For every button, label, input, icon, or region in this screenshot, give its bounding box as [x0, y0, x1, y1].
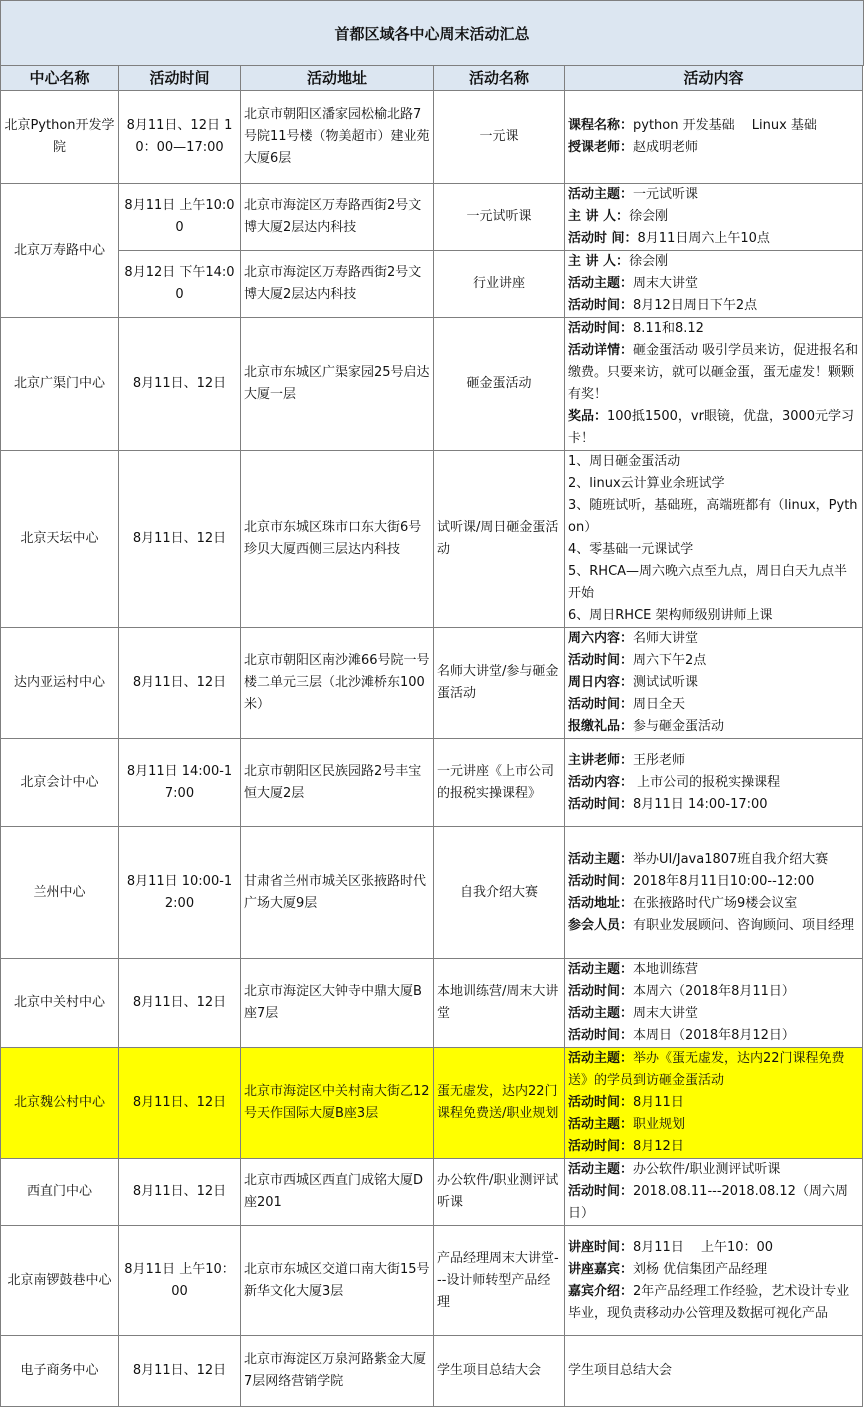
content-label: 讲座时间：: [568, 1239, 634, 1255]
activity-content-cell: [565, 1159, 863, 1226]
content-text: 名师大讲堂: [633, 631, 699, 646]
content-label: 活动主题：: [568, 1006, 634, 1021]
activity-name-cell: 自我介绍大赛: [434, 827, 565, 959]
content-line: [568, 539, 859, 561]
content-line: [568, 295, 859, 317]
content-label: 周六内容：: [568, 631, 634, 646]
center-name-cell: 北京Python开发学院: [1, 91, 119, 184]
content-text: 学生项目总结大会: [568, 1363, 673, 1378]
activity-content-cell: [565, 184, 863, 251]
activity-name-cell: 一元讲座《上市公司的报税实操课程》: [434, 739, 565, 827]
center-name-cell: 电子商务中心: [1, 1336, 119, 1407]
activity-content-cell: [565, 1226, 863, 1336]
activity-content-cell: [565, 827, 863, 959]
content-text: python 开发基础 Linux 基础: [633, 118, 817, 133]
activity-time-cell: 8月11日、12日: [119, 1336, 241, 1407]
table-row: [1, 1048, 863, 1159]
content-label: 活动主题：: [568, 851, 634, 867]
content-text: 有职业发展顾问、咨询顾问、项目经理: [633, 917, 855, 933]
content-line: [568, 206, 859, 228]
table-row: [1, 827, 863, 959]
center-name-cell: 北京中关村中心: [1, 959, 119, 1048]
content-label: 活动时间：: [568, 321, 634, 336]
content-text: 8月11日 上午10：00: [633, 1239, 774, 1255]
content-text: 职业规划: [633, 1117, 686, 1132]
content-label: 授课老师：: [568, 140, 634, 155]
table-row: [1, 91, 863, 184]
content-text: 周末大讲堂: [633, 1006, 699, 1021]
activity-content-cell: [565, 1336, 863, 1407]
content-text: 8月11日周六上午10点: [637, 231, 770, 246]
content-label: 活动时间：: [568, 1028, 634, 1043]
content-text: 办公软件/职业测评试听课: [633, 1162, 781, 1177]
content-label: 周日内容：: [568, 675, 634, 690]
content-line: [568, 750, 859, 772]
table-row: [1, 1226, 863, 1336]
content-label: 活动时间：: [568, 1139, 634, 1154]
content-line: [568, 451, 859, 473]
activity-address-cell: 北京市西城区西直门成铭大厦D座201: [241, 1159, 434, 1226]
content-text: 周末大讲堂: [633, 276, 699, 291]
activity-content-cell: [565, 1048, 863, 1159]
activity-name-cell: 砸金蛋活动: [434, 318, 565, 451]
content-line: [568, 672, 859, 694]
table-row: [1, 251, 863, 318]
content-text: 8月11日: [633, 1095, 684, 1110]
header-activity-name: 活动名称: [434, 66, 565, 91]
content-text: 测试试听课: [633, 675, 699, 690]
activity-name-cell: 试听课/周日砸金蛋活动: [434, 451, 565, 628]
content-text: 砸金蛋活动 吸引学员来访，促进报名和缴费。只要来访，就可以砸金蛋，蛋无虚发！颗颗有奖！: [568, 343, 859, 402]
content-text: 2年产品经理工作经验，艺术设计专业毕业，现负责移动办公管理及数据可视化产品: [568, 1283, 850, 1321]
content-line: [568, 406, 859, 450]
table-row: [1, 628, 863, 739]
content-label: 活动详情：: [568, 343, 634, 358]
activity-time-cell: 8月11日 上午10:00: [119, 184, 241, 251]
content-line: [568, 561, 859, 605]
content-text: 2018.08.11---2018.08.12（周六周日）: [568, 1184, 848, 1221]
table-row: [1, 318, 863, 451]
content-text: 举办UI/Java1807班自我介绍大赛: [633, 851, 829, 867]
table-row: [1, 1336, 863, 1407]
activity-name-cell: 办公软件/职业测评试听课: [434, 1159, 565, 1226]
activity-address-cell: 北京市朝阳区南沙滩66号院一号楼二单元三层（北沙滩桥东100米）: [241, 628, 434, 739]
content-line: [568, 1159, 859, 1181]
content-line: [568, 893, 859, 915]
activity-table: [0, 65, 863, 1407]
sheet-title: 首都区域各中心周末活动汇总: [0, 0, 864, 66]
content-line: [568, 849, 859, 871]
content-text: 徐会刚: [629, 254, 669, 269]
content-label: 活动内容：: [568, 774, 634, 790]
content-text: 2、linux云计算业余班试学: [568, 476, 725, 491]
content-label: 奖品：: [568, 409, 608, 424]
content-text: 本周六（2018年8月11日）: [633, 984, 795, 999]
content-text: 8.11和8.12: [633, 321, 704, 336]
activity-content-cell: [565, 451, 863, 628]
content-text: 参与砸金蛋活动: [633, 719, 725, 734]
content-line: [568, 273, 859, 295]
content-text: 本周日（2018年8月12日）: [633, 1028, 795, 1043]
content-text: 在张掖路时代广场9楼会议室: [633, 895, 798, 911]
activity-address-cell: 北京市海淀区大钟寺中鼎大厦B座7层: [241, 959, 434, 1048]
activity-time-cell: 8月11日 上午10：00: [119, 1226, 241, 1336]
content-label: 活动地址：: [568, 895, 634, 911]
activity-content-cell: [565, 959, 863, 1048]
table-row: [1, 1159, 863, 1226]
content-text: 周六下午2点: [633, 653, 707, 668]
content-line: [568, 981, 859, 1003]
center-name-cell: 北京天坛中心: [1, 451, 119, 628]
activity-time-cell: 8月11日、12日: [119, 628, 241, 739]
content-line: [568, 1136, 859, 1158]
activity-address-cell: 北京市朝阳区民族园路2号丰宝恒大厦2层: [241, 739, 434, 827]
center-name-cell: 达内亚运村中心: [1, 628, 119, 739]
content-line: [568, 794, 859, 816]
activity-name-cell: 名师大讲堂/参与砸金蛋活动: [434, 628, 565, 739]
content-text: 8月12日: [633, 1139, 684, 1154]
table-row: [1, 959, 863, 1048]
content-label: 课程名称：: [568, 118, 634, 133]
content-label: 主讲老师：: [568, 752, 634, 768]
content-text: 4、零基础一元课试学: [568, 542, 694, 557]
center-name-cell: 兰州中心: [1, 827, 119, 959]
activity-address-cell: 甘肃省兰州市城关区张掖路时代广场大厦9层: [241, 827, 434, 959]
content-line: [568, 1181, 859, 1225]
activity-address-cell: 北京市海淀区中关村南大街乙12号天作国际大厦B座3层: [241, 1048, 434, 1159]
activity-name-cell: 学生项目总结大会: [434, 1336, 565, 1407]
content-line: [568, 318, 859, 340]
header-center: 中心名称: [1, 66, 119, 91]
content-label: 活动时间：: [568, 984, 634, 999]
content-line: [568, 1025, 859, 1047]
content-text: 举办《蛋无虚发，达内22门课程免费送》的学员到访砸金蛋活动: [568, 1051, 845, 1088]
activity-content-cell: [565, 251, 863, 318]
content-text: 一元试听课: [633, 187, 699, 202]
content-line: [568, 1360, 859, 1382]
activity-address-cell: 北京市海淀区万寿路西街2号文博大厦2层达内科技: [241, 251, 434, 318]
activity-name-cell: 产品经理周末大讲堂---设计师转型产品经理: [434, 1226, 565, 1336]
content-label: 活动主题：: [568, 962, 634, 977]
content-label: 活动时间：: [568, 796, 634, 812]
content-text: 8月12日周日下午2点: [633, 298, 758, 313]
activity-time-cell: 8月11日、12日: [119, 451, 241, 628]
content-text: 2018年8月11日10:00--12:00: [633, 873, 815, 889]
content-line: [568, 716, 859, 738]
center-name-cell: 北京会计中心: [1, 739, 119, 827]
content-line: [568, 251, 859, 273]
content-label: 活动时间：: [568, 653, 634, 668]
content-label: 活动时间：: [568, 1184, 634, 1199]
activity-time-cell: 8月12日 下午14:00: [119, 251, 241, 318]
content-text: 徐会刚: [629, 209, 669, 224]
content-line: [568, 694, 859, 716]
center-name-cell: 西直门中心: [1, 1159, 119, 1226]
content-line: [568, 495, 859, 539]
content-label: 活动主题：: [568, 276, 634, 291]
content-line: [568, 1114, 859, 1136]
content-line: [568, 1048, 859, 1092]
center-name-cell: 北京南锣鼓巷中心: [1, 1226, 119, 1336]
content-label: 活动时间：: [568, 298, 634, 313]
header-row: [1, 66, 863, 91]
content-label: 活动时间：: [568, 697, 634, 712]
content-text: 上市公司的报税实操课程: [633, 774, 781, 790]
content-line: [568, 959, 859, 981]
content-line: [568, 1281, 859, 1325]
content-label: 活动主题：: [568, 187, 634, 202]
content-line: [568, 1259, 859, 1281]
activity-content-cell: [565, 318, 863, 451]
activity-name-cell: 一元课: [434, 91, 565, 184]
activity-address-cell: 北京市东城区广渠家园25号启达大厦一层: [241, 318, 434, 451]
content-text: 1、周日砸金蛋活动: [568, 454, 681, 469]
center-name-cell: 北京魏公村中心: [1, 1048, 119, 1159]
activity-address-cell: 北京市海淀区万寿路西街2号文博大厦2层达内科技: [241, 184, 434, 251]
content-text: 6、周日RHCE 架构师级别讲师上课: [568, 608, 773, 623]
activity-name-cell: 一元试听课: [434, 184, 565, 251]
content-line: [568, 184, 859, 206]
activity-time-cell: 8月11日、12日: [119, 318, 241, 451]
content-line: [568, 871, 859, 893]
content-text: 周日全天: [633, 697, 686, 712]
activity-address-cell: 北京市东城区珠市口东大街6号珍贝大厦西侧三层达内科技: [241, 451, 434, 628]
header-address: 活动地址: [241, 66, 434, 91]
activity-time-cell: 8月11日、12日: [119, 959, 241, 1048]
content-line: [568, 1003, 859, 1025]
content-line: [568, 628, 859, 650]
content-line: [568, 650, 859, 672]
content-text: 8月11日 14:00-17:00: [633, 796, 768, 812]
content-label: 主 讲 人：: [568, 209, 630, 224]
activity-name-cell: 行业讲座: [434, 251, 565, 318]
header-activity-content: 活动内容: [565, 66, 863, 91]
content-label: 活动主题：: [568, 1051, 634, 1066]
activity-address-cell: 北京市朝阳区潘家园松榆北路7号院11号楼（物美超市）建业苑大厦6层: [241, 91, 434, 184]
content-label: 讲座嘉宾：: [568, 1261, 634, 1277]
content-text: 刘杨 优信集团产品经理: [633, 1261, 768, 1277]
content-text: 赵成明老师: [633, 140, 699, 155]
content-line: [568, 115, 859, 137]
activity-time-cell: 8月11日 14:00-17:00: [119, 739, 241, 827]
content-line: [568, 605, 859, 627]
content-text: 王彤老师: [633, 752, 686, 768]
content-label: 活动时 间：: [568, 231, 638, 246]
activity-time-cell: 8月11日、12日: [119, 1048, 241, 1159]
activity-content-cell: [565, 628, 863, 739]
content-text: 本地训练营: [633, 962, 699, 977]
table-row: [1, 184, 863, 251]
content-label: 活动主题：: [568, 1117, 634, 1132]
content-label: 主 讲 人：: [568, 254, 630, 269]
activity-time-cell: 8月11日 10:00-12:00: [119, 827, 241, 959]
content-text: 3、随班试听，基础班，高端班都有（linux，Python）: [568, 498, 858, 535]
content-line: [568, 228, 859, 250]
activity-address-cell: 北京市海淀区万泉河路紫金大厦7层网络营销学院: [241, 1336, 434, 1407]
content-label: 活动主题：: [568, 1162, 634, 1177]
content-label: 嘉宾介绍：: [568, 1283, 634, 1299]
content-label: 活动时间：: [568, 873, 634, 889]
content-line: [568, 137, 859, 159]
content-line: [568, 915, 859, 937]
header-time: 活动时间: [119, 66, 241, 91]
center-name-cell: 北京万寿路中心: [1, 184, 119, 318]
activity-name-cell: 蛋无虚发，达内22门课程免费送/职业规划: [434, 1048, 565, 1159]
activity-time-cell: 8月11日、12日: [119, 1159, 241, 1226]
content-label: 报缴礼品：: [568, 719, 634, 734]
activity-address-cell: 北京市东城区交道口南大街15号新华文化大厦3层: [241, 1226, 434, 1336]
content-line: [568, 772, 859, 794]
content-label: 参会人员：: [568, 917, 634, 933]
table-row: [1, 451, 863, 628]
content-line: [568, 1092, 859, 1114]
center-name-cell: 北京广渠门中心: [1, 318, 119, 451]
content-line: [568, 340, 859, 406]
content-line: [568, 473, 859, 495]
content-text: 100抵1500，vr眼镜，优盘，3000元学习卡！: [568, 409, 855, 446]
table-row: [1, 739, 863, 827]
activity-content-cell: [565, 739, 863, 827]
content-label: 活动时间：: [568, 1095, 634, 1110]
content-text: 5、RHCA—周六晚六点至九点，周日白天九点半开始: [568, 564, 848, 601]
activity-time-cell: 8月11日、12日 10：00—17:00: [119, 91, 241, 184]
content-line: [568, 1237, 859, 1259]
activity-content-cell: [565, 91, 863, 184]
activity-name-cell: 本地训练营/周末大讲堂: [434, 959, 565, 1048]
